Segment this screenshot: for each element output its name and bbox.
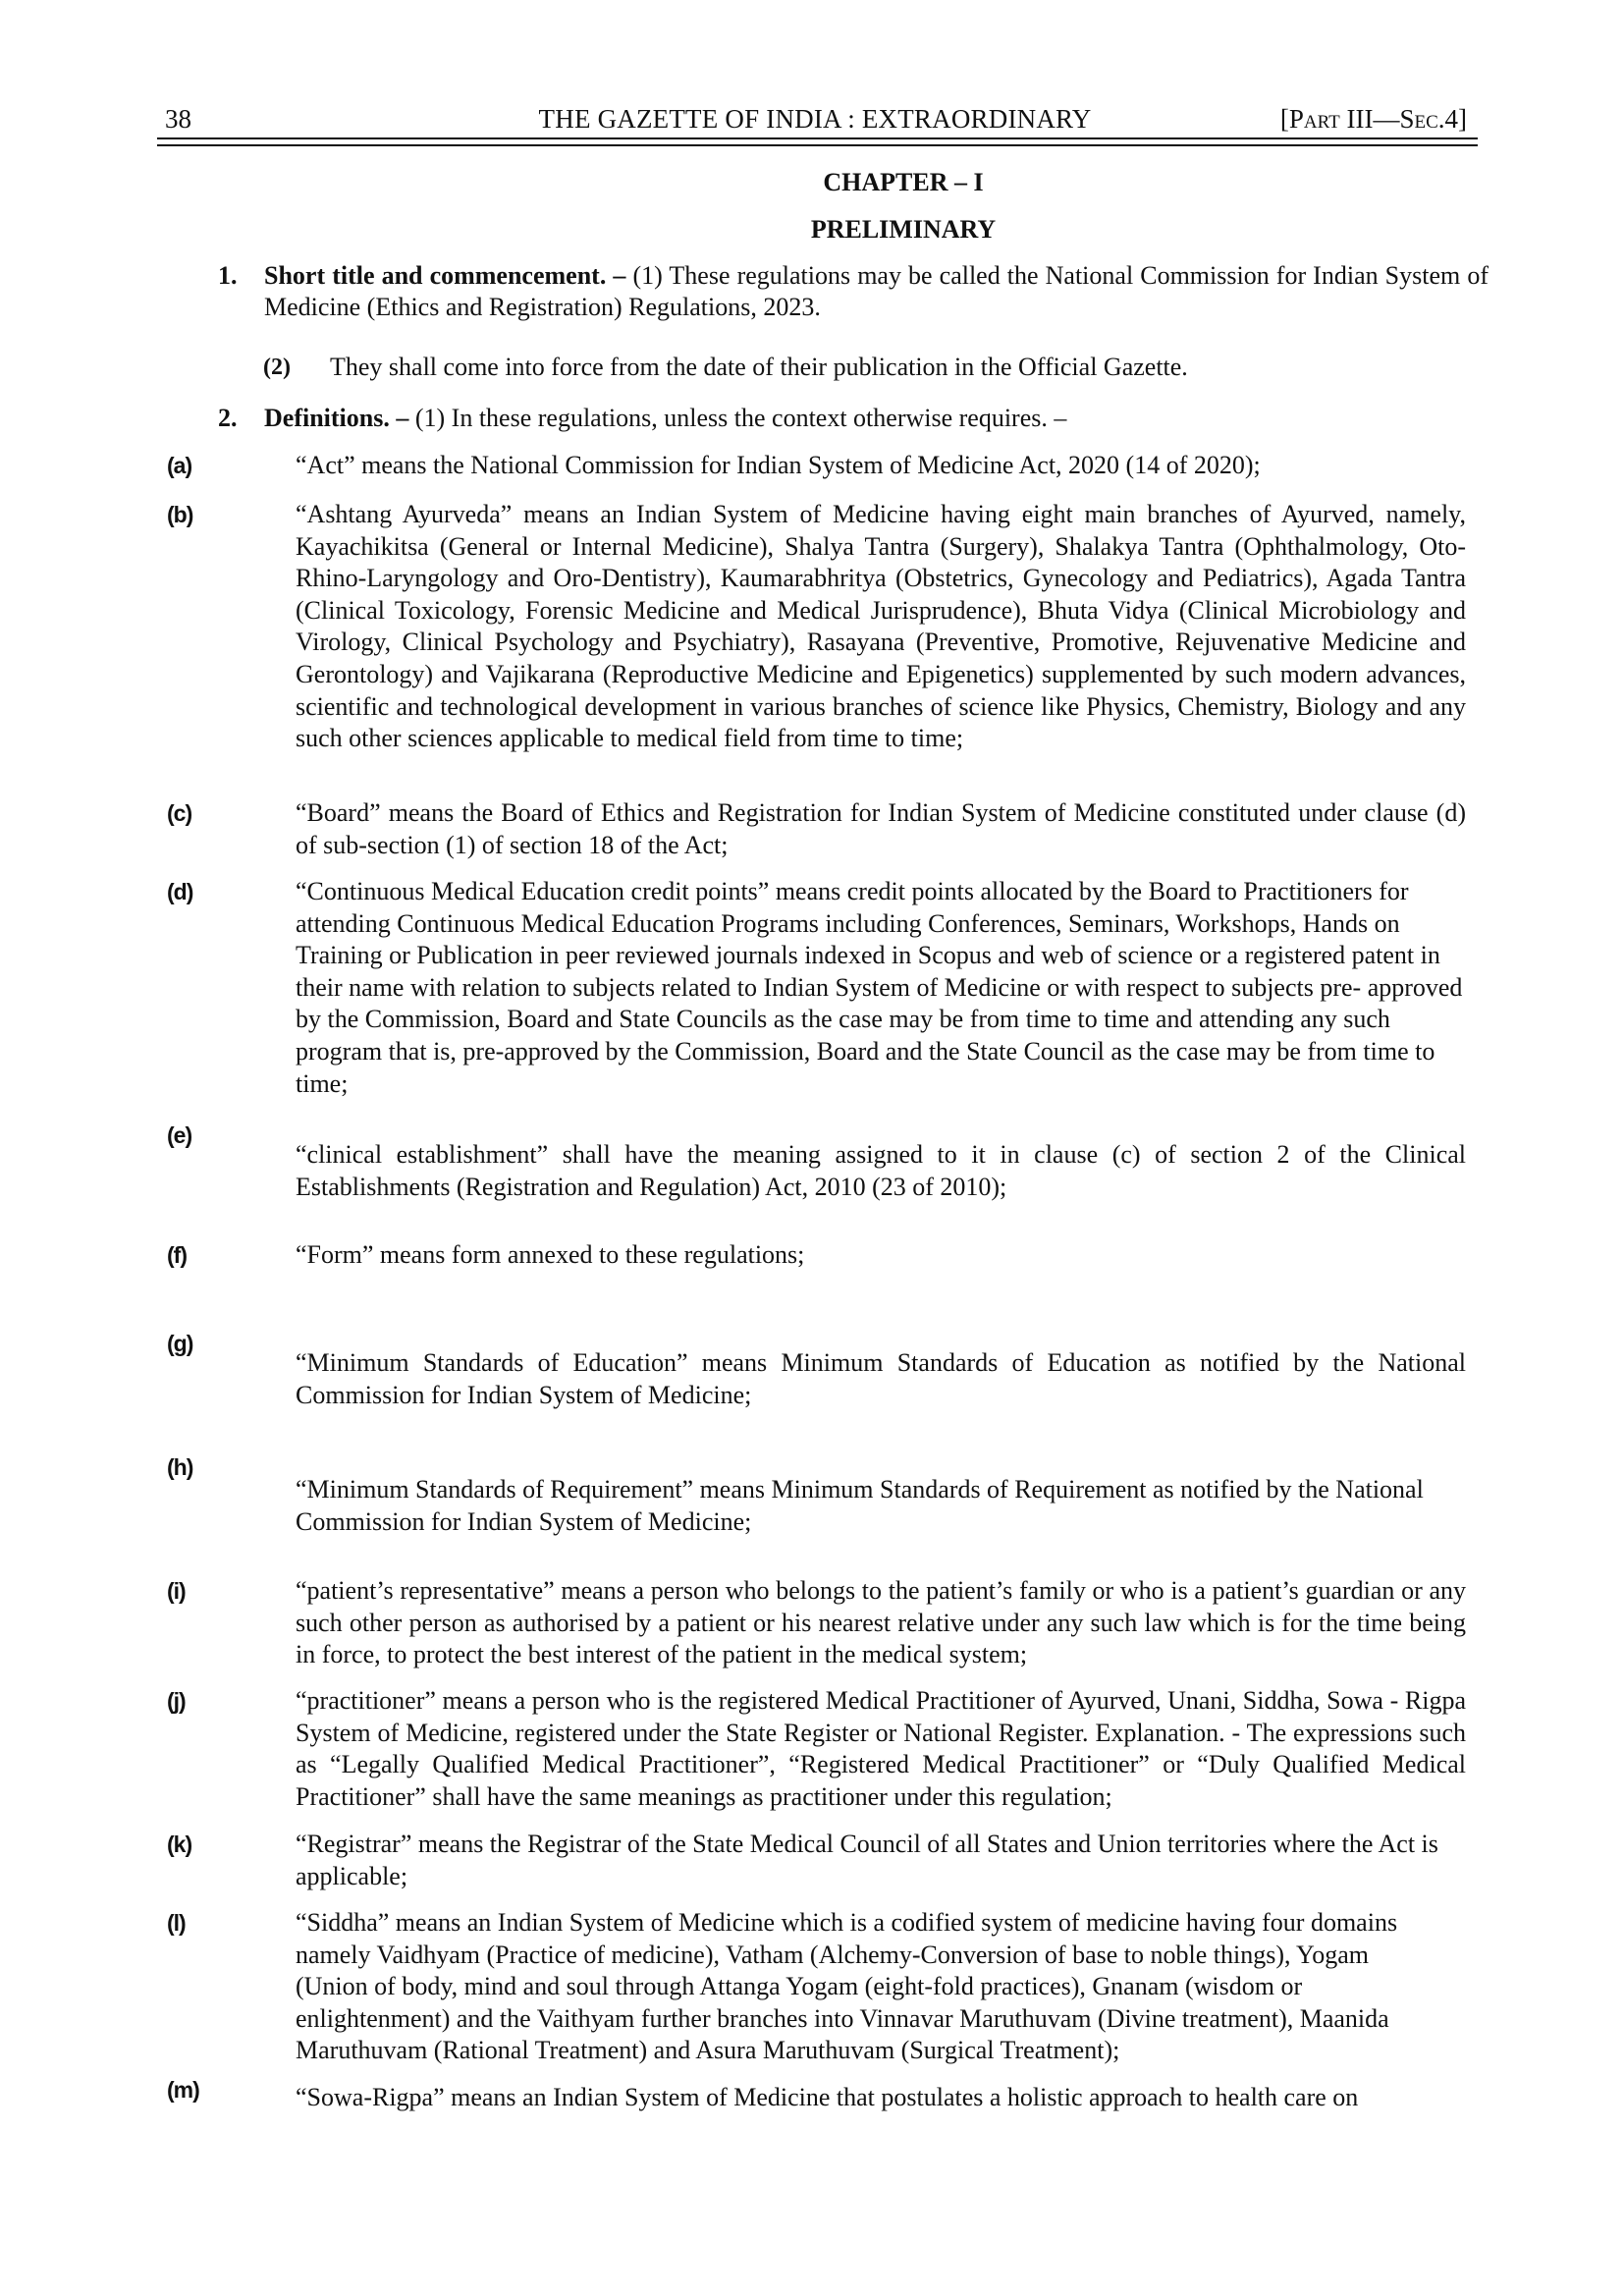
definition-label: (k) <box>167 1831 192 1857</box>
page-header <box>157 98 1473 137</box>
page-number: 38 <box>165 104 191 134</box>
section-number: 1. <box>218 261 238 290</box>
definition-label: (c) <box>167 800 192 826</box>
part-section-label: [Part III—Sec.4] <box>1279 104 1467 134</box>
definition-label: (i) <box>167 1578 186 1604</box>
definition-text: “Sowa-Rigpa” means an Indian System of Medicine that postulates a holistic approach to health care on <box>296 2083 1359 2111</box>
definition-label: (h) <box>167 1454 193 1480</box>
definition-label: (j) <box>167 1688 186 1714</box>
section-body <box>264 403 1489 434</box>
definition-label: (a) <box>167 453 192 478</box>
definition-text: “Minimum Standards of Requirement” means Minimum Standards of Requirement as notified by the National Commission for Indian System of Medicine; <box>296 1475 1424 1536</box>
definition-text: “clinical establishment” shall have the meaning assigned to it in clause (c) of section 2 of the Clinical Establishments (Registration and Regulation) Act, 2010 (23 of 2010); <box>296 1140 1466 1201</box>
header-rule-top <box>157 137 1478 139</box>
header-rule-bottom <box>157 144 1478 146</box>
definition-text: “Minimum Standards of Education” means Minimum Standards of Education as notified by the National Commission for Indian System of Medicine; <box>296 1348 1466 1409</box>
definition-label: (g) <box>167 1331 193 1356</box>
definition-label: (b) <box>167 502 193 527</box>
section-number: 2. <box>218 404 238 432</box>
definition-label: (l) <box>167 1910 186 1936</box>
section-text: (1) These regulations may be called the National Commission for Indian System of Medicine (Ethics and Registration) Regulations, 2023. <box>264 261 1489 321</box>
definition-text: “Ashtang Ayurveda” means an Indian System of Medicine having eight main branches of Ayurved, namely, Kayachikitsa (General or Internal Medicine), Shalya Tantra (Surgery), Shalakya Tantra (Ophthalmology, Oto-Rhino-Laryngology and Oro-Dentistry), Kaumarabhritya (Obstetrics, Gynecology and Pediatrics), Agada Tantra (Clinical Toxicology, Forensic Medicine and Medical Jurisprudence), Bhuta Vidya (Clinical Microbiology and Virology, Clinical Psychology and Psychiatry), Rasayana (Preventive, Promotive, Rejuvenative Medicine and Gerontology) and Vajikarana (Reproductive Medicine and Epigenetics) supplemented by such modern advances, scientific and technological development in various branches of science like Physics, Chemistry, Biology and any such other sciences applicable to medical field from time to time; <box>296 500 1466 753</box>
definition-text: “Board” means the Board of Ethics and Registration for Indian System of Medicine constituted under clause (d) of sub-section (1) of section 18 of the Act; <box>296 798 1466 859</box>
definition-text: “Form” means form annexed to these regulations; <box>296 1240 805 1269</box>
definition-label: (e) <box>167 1122 192 1148</box>
definition-text: “Act” means the National Commission for Indian System of Medicine Act, 2020 (14 of 2020); <box>296 451 1261 479</box>
section-heading: Definitions. – <box>264 404 409 432</box>
definition-label: (d) <box>167 879 193 904</box>
definition-text: “Registrar” means the Registrar of the State Medical Council of all States and Union territories where the Act is applicable; <box>296 1830 1438 1890</box>
definition-label: (m) <box>167 2077 199 2103</box>
section-text: (1) In these regulations, unless the context otherwise requires. – <box>408 404 1067 432</box>
definition-label: (f) <box>167 1242 187 1268</box>
section-heading: Short title and commencement. – <box>264 261 626 290</box>
definition-text: “Continuous Medical Education credit points” means credit points allocated by the Board to Practitioners for attending Continuous Medical Education Programs including Conferences, Seminars, Workshops, Hands on Training or Publication in peer reviewed journals indexed in Scopus and web of science or a registered patent in their name with relation to subjects related to Indian System of Medicine or with respect to subjects pre- approved by the Commission, Board and State Councils as the case may be from time to time and attending any such program that is, pre-approved by the Commission, Board and the State Council as the case may be from time to time; <box>296 877 1463 1098</box>
definition-text: “Siddha” means an Indian System of Medicine which is a codified system of medicine having four domains namely Vaidhyam (Practice of medicine), Vatham (Alchemy-Conversion of base to noble things), Yogam (Union of body, mind and soul through Attanga Yogam (eight-fold practices), Gnanam (wisdom or enlightenment) and the Vaithyam further branches into Vinnavar Maruthuvam (Divine treatment), Maanida Maruthuvam (Rational Treatment) and Asura Maruthuvam (Surgical Treatment); <box>296 1908 1398 2065</box>
definition-text: “practitioner” means a person who is the registered Medical Practitioner of Ayurved, Unani, Siddha, Sowa - Rigpa System of Medicine, registered under the State Register or National Register. Explanation. - The expressions such as “Legally Qualified Medical Practitioner”, “Registered Medical Practitioner” or “Duly Qualified Medical Practitioner” shall have the same meanings as practitioner under this regulation; <box>296 1686 1466 1811</box>
section-body <box>264 260 1489 323</box>
gazette-title: THE GAZETTE OF INDIA : EXTRAORDINARY <box>538 104 1092 134</box>
subsection-text: They shall come into force from the date of their publication in the Official Gazette. <box>330 353 1188 381</box>
chapter-title: PRELIMINARY <box>810 215 997 244</box>
chapter-number: CHAPTER – I <box>823 168 984 196</box>
definition-text: “patient’s representative” means a person who belongs to the patient’s family or who is a patient’s guardian or any such other person as authorised by a patient or his nearest relative under any such law which is for the time being in force, to protect the best interest of the patient in the medical system; <box>296 1576 1466 1669</box>
subsection-label: (2) <box>263 355 291 380</box>
